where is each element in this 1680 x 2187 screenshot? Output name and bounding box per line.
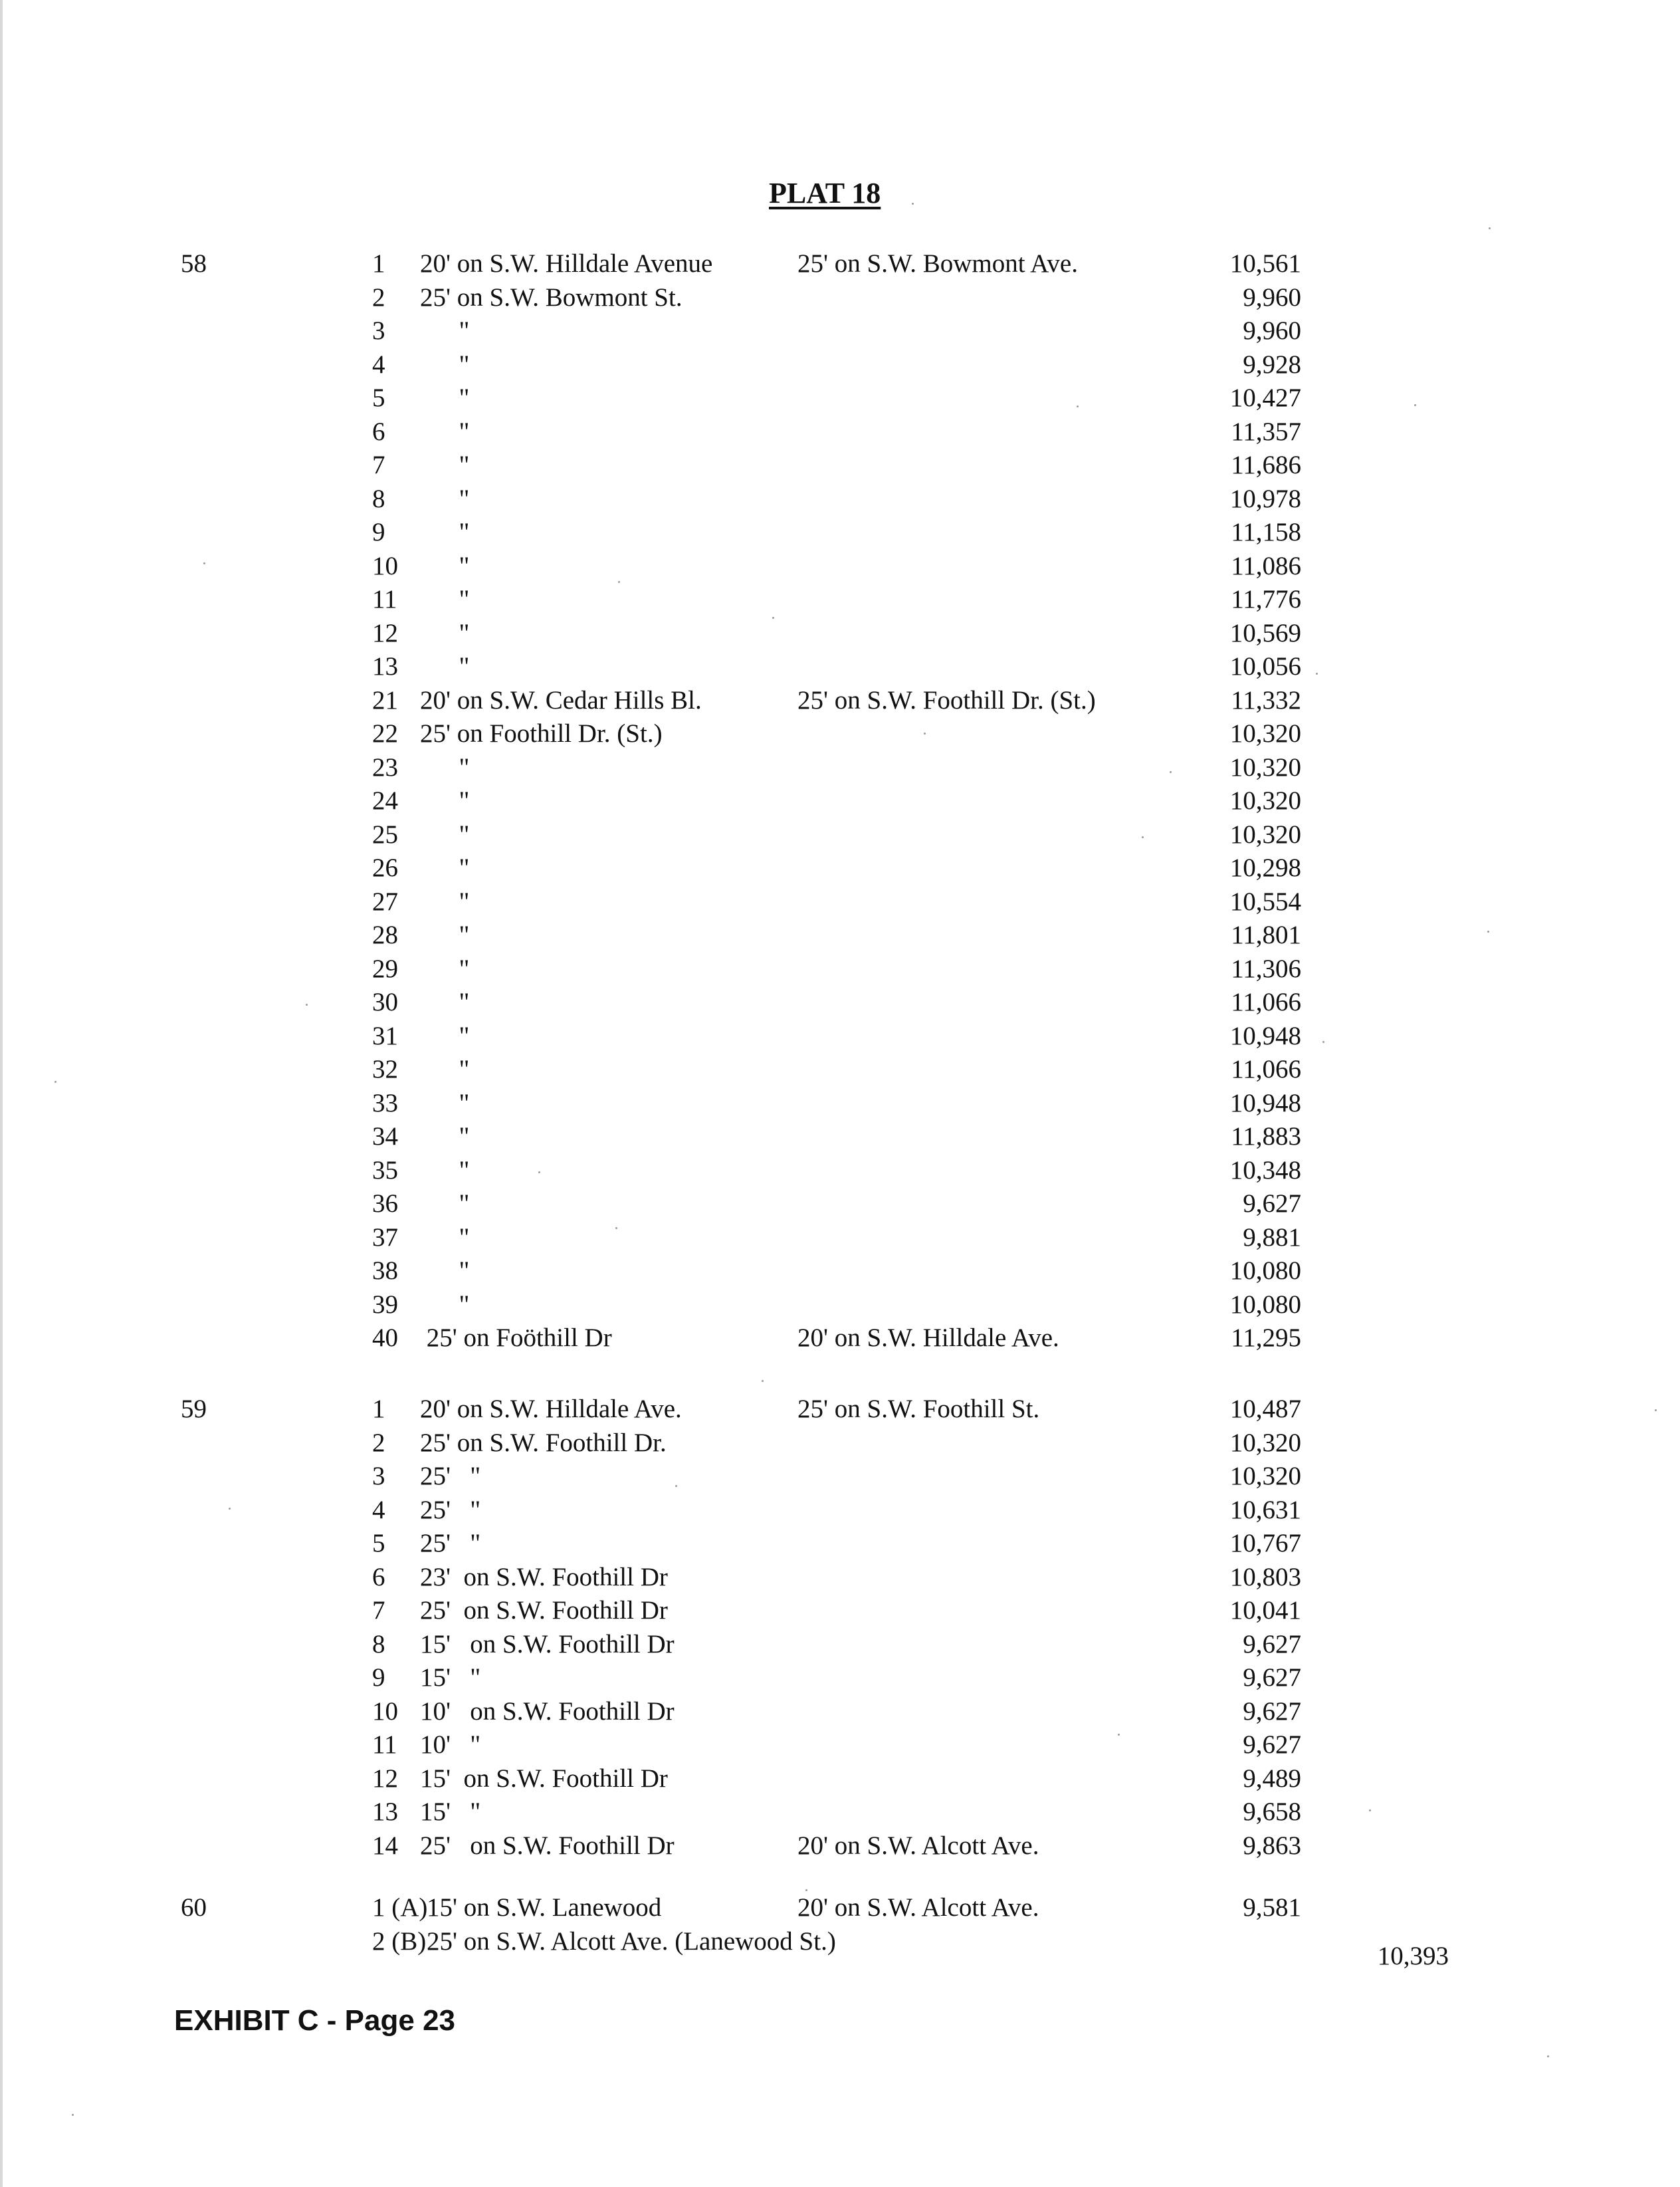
scan-speck xyxy=(1547,2055,1549,2057)
scan-speck xyxy=(72,2114,74,2116)
lot-number: 39 xyxy=(372,1290,398,1319)
lot-number: 11 xyxy=(372,585,397,614)
frontage: " xyxy=(420,1290,470,1319)
frontage: " xyxy=(420,1055,470,1084)
lot-number: 37 xyxy=(372,1222,398,1252)
lot-number: 3 xyxy=(372,316,385,345)
lot-area: 9,960 xyxy=(1243,316,1301,345)
scan-speck xyxy=(762,1380,764,1382)
lot-area: 11,332 xyxy=(1231,685,1301,715)
lot-number: 7 xyxy=(372,1596,385,1625)
frontage: 15' on S.W. Foothill Dr xyxy=(420,1629,675,1659)
lot-number: 1 (A) xyxy=(372,1893,428,1922)
lot-number: 8 xyxy=(372,1629,385,1659)
scan-speck xyxy=(1489,227,1491,229)
lot-number: 32 xyxy=(372,1055,398,1084)
lot-number: 7 xyxy=(372,451,385,479)
frontage: " xyxy=(420,1021,470,1050)
frontage: " xyxy=(420,484,470,513)
lot-number: 1 xyxy=(372,249,385,278)
scan-speck xyxy=(1118,1734,1120,1736)
lot-number: 11 xyxy=(372,1730,397,1759)
frontage: 10' on S.W. Foothill Dr xyxy=(420,1696,675,1726)
lot-number: 34 xyxy=(372,1122,398,1151)
lot-number: 1 xyxy=(372,1395,385,1423)
scan-speck xyxy=(1170,771,1172,773)
lot-number: 31 xyxy=(372,1021,398,1050)
lot-area: 10,298 xyxy=(1229,854,1301,882)
lot-number: 22 xyxy=(372,719,398,748)
block-number: 59 xyxy=(181,1395,207,1423)
scan-speck xyxy=(203,562,205,564)
frontage: " xyxy=(420,585,470,614)
lot-area: 10,320 xyxy=(1229,1462,1301,1490)
secondary-frontage: 20' on S.W. Alcott Ave. xyxy=(797,1831,1039,1860)
lot-area: 10,080 xyxy=(1229,1290,1301,1319)
frontage: " xyxy=(420,350,470,379)
frontage: 10' " xyxy=(420,1730,481,1759)
lot-area: 11,357 xyxy=(1231,417,1301,446)
lot-area: 11,158 xyxy=(1231,518,1301,546)
lot-number: 29 xyxy=(372,954,398,983)
scan-speck xyxy=(229,1508,231,1510)
secondary-frontage: 20' on S.W. Hilldale Ave. xyxy=(797,1324,1059,1352)
lot-number: 14 xyxy=(372,1831,398,1860)
lot-area: 10,427 xyxy=(1229,384,1301,412)
frontage: " xyxy=(420,384,470,412)
lot-number: 40 xyxy=(372,1324,398,1352)
frontage: 20' on S.W. Hilldale Avenue xyxy=(420,249,713,278)
frontage: " xyxy=(420,954,470,983)
lot-area: 11,295 xyxy=(1231,1324,1301,1352)
lot-number: 33 xyxy=(372,1088,398,1117)
frontage: " xyxy=(420,1222,470,1252)
scan-speck xyxy=(805,1889,807,1891)
block-number: 60 xyxy=(181,1893,207,1922)
frontage: 20' on S.W. Hilldale Ave. xyxy=(420,1395,682,1423)
lot-area: 10,803 xyxy=(1229,1562,1301,1591)
lot-number: 30 xyxy=(372,988,398,1016)
frontage: 25' " xyxy=(420,1462,481,1490)
lot-number: 26 xyxy=(372,854,398,882)
frontage: 25' on S.W. Alcott Ave. (Lanewood St.) xyxy=(427,1926,836,1956)
scan-speck xyxy=(1414,404,1416,406)
frontage: 25' on S.W. Foothill Dr xyxy=(420,1596,668,1625)
exhibit-footer: EXHIBIT C - Page 23 xyxy=(174,2004,456,2037)
lot-number: 21 xyxy=(372,685,398,715)
frontage: " xyxy=(420,1088,470,1117)
lot-number: 10 xyxy=(372,1696,398,1726)
frontage: " xyxy=(420,1189,470,1218)
lot-area: 11,086 xyxy=(1231,551,1301,580)
lot-area: 9,627 xyxy=(1243,1696,1301,1726)
scan-speck xyxy=(615,1227,617,1229)
frontage: 15' " xyxy=(420,1797,481,1826)
frontage: 25' on Foöthill Dr xyxy=(420,1324,612,1352)
lot-area: 11,066 xyxy=(1231,988,1301,1016)
lot-area: 10,320 xyxy=(1229,820,1301,849)
frontage: 25' on S.W. Foothill Dr xyxy=(420,1831,675,1860)
lot-number: 4 xyxy=(372,350,385,379)
scan-speck xyxy=(1487,931,1489,933)
frontage: " xyxy=(420,921,470,949)
lot-area: 11,801 xyxy=(1231,921,1301,949)
frontage: " xyxy=(420,652,470,681)
frontage: " xyxy=(420,1256,470,1285)
frontage: " xyxy=(420,752,470,782)
lot-area: 9,627 xyxy=(1243,1189,1301,1218)
lot-number: 6 xyxy=(372,417,385,446)
lot-number: 5 xyxy=(372,1529,385,1557)
lot-number: 38 xyxy=(372,1256,398,1285)
lot-number: 9 xyxy=(372,518,385,546)
lot-area: 9,881 xyxy=(1243,1222,1301,1252)
lot-number: 2 (B) xyxy=(372,1926,427,1956)
lot-number: 5 xyxy=(372,384,385,412)
lot-area: 10,320 xyxy=(1229,752,1301,782)
lot-area: 11,776 xyxy=(1231,585,1301,614)
scan-speck xyxy=(306,1004,308,1006)
lot-area: 10,320 xyxy=(1229,786,1301,815)
secondary-frontage: 25' on S.W. Bowmont Ave. xyxy=(797,249,1078,278)
lot-number: 2 xyxy=(372,283,385,312)
lot-area: 9,863 xyxy=(1243,1831,1301,1860)
scan-left-edge xyxy=(0,0,3,2187)
scan-speck xyxy=(772,617,774,619)
lot-number: 35 xyxy=(372,1155,398,1185)
scan-speck xyxy=(912,203,914,205)
lot-number: 8 xyxy=(372,484,385,513)
lot-area: 10,041 xyxy=(1229,1596,1301,1625)
frontage: 15' " xyxy=(420,1663,481,1692)
lot-number: 9 xyxy=(372,1663,385,1692)
frontage: " xyxy=(420,1155,470,1185)
lot-area: 10,487 xyxy=(1229,1395,1301,1423)
scan-speck xyxy=(54,1081,56,1083)
secondary-frontage: 20' on S.W. Alcott Ave. xyxy=(797,1893,1039,1922)
lot-number: 13 xyxy=(372,1797,398,1826)
lot-number: 25 xyxy=(372,820,398,849)
frontage: 25' " xyxy=(420,1529,481,1557)
scan-speck xyxy=(675,1485,677,1487)
scan-speck xyxy=(1077,405,1079,407)
scan-speck xyxy=(618,581,620,583)
frontage: 23' on S.W. Foothill Dr xyxy=(420,1562,668,1591)
frontage: " xyxy=(420,820,470,849)
frontage: " xyxy=(420,551,470,580)
secondary-frontage: 25' on S.W. Foothill St. xyxy=(797,1395,1040,1423)
scan-speck xyxy=(1369,1809,1371,1811)
frontage: 15' on S.W. Lanewood xyxy=(427,1893,662,1922)
lot-number: 36 xyxy=(372,1189,398,1218)
lot-area: 10,056 xyxy=(1229,652,1301,681)
lot-number: 3 xyxy=(372,1462,385,1490)
lot-area: 10,978 xyxy=(1229,484,1301,513)
frontage: " xyxy=(420,1122,470,1151)
lot-area: 9,928 xyxy=(1243,350,1301,379)
frontage: 25' on Foothill Dr. (St.) xyxy=(420,719,663,748)
frontage: 15' on S.W. Foothill Dr xyxy=(420,1764,668,1793)
lot-area: 10,631 xyxy=(1229,1495,1301,1524)
lot-area: 9,581 xyxy=(1243,1893,1301,1922)
lot-area: 11,306 xyxy=(1231,954,1301,983)
scan-speck xyxy=(1655,1409,1657,1411)
frontage: 25' " xyxy=(420,1495,481,1524)
lot-number: 23 xyxy=(372,752,398,782)
frontage: " xyxy=(420,451,470,479)
lot-number: 6 xyxy=(372,1562,385,1591)
lot-area: 9,627 xyxy=(1243,1730,1301,1759)
lot-area: 10,080 xyxy=(1229,1256,1301,1285)
lot-number: 12 xyxy=(372,618,398,647)
frontage: 20' on S.W. Cedar Hills Bl. xyxy=(420,685,702,715)
lot-number: 13 xyxy=(372,652,398,681)
lot-area: 9,627 xyxy=(1243,1663,1301,1692)
lot-number: 4 xyxy=(372,1495,385,1524)
lot-number: 28 xyxy=(372,921,398,949)
lot-area: 11,883 xyxy=(1231,1122,1301,1151)
lot-area: 11,686 xyxy=(1231,451,1301,479)
block-number: 58 xyxy=(181,249,207,278)
lot-number: 10 xyxy=(372,551,398,580)
scan-speck xyxy=(1322,1041,1324,1043)
frontage: " xyxy=(420,618,470,647)
lot-number: 12 xyxy=(372,1764,398,1793)
lot-area: 10,569 xyxy=(1229,618,1301,647)
lot-number: 27 xyxy=(372,887,398,916)
lot-number: 24 xyxy=(372,786,398,815)
lot-area: 10,554 xyxy=(1229,887,1301,916)
frontage: " xyxy=(420,316,470,345)
page-title: PLAT 18 xyxy=(769,177,881,209)
frontage: 25' on S.W. Bowmont St. xyxy=(420,283,682,312)
frontage: " xyxy=(420,518,470,546)
lot-area: 10,320 xyxy=(1229,719,1301,748)
scan-speck xyxy=(924,733,926,735)
frontage: " xyxy=(420,417,470,446)
frontage: " xyxy=(420,786,470,815)
lot-area: 9,658 xyxy=(1243,1797,1301,1826)
lot-area: 10,767 xyxy=(1229,1529,1301,1557)
frontage: " xyxy=(420,854,470,882)
frontage: 25' on S.W. Foothill Dr. xyxy=(420,1428,667,1457)
lot-number: 2 xyxy=(372,1428,385,1457)
scan-speck xyxy=(1142,836,1144,838)
lot-area: 10,320 xyxy=(1229,1428,1301,1457)
lot-area-total: 10,393 xyxy=(1377,1941,1449,1970)
lot-area: 10,561 xyxy=(1229,249,1301,278)
scan-speck xyxy=(538,1171,540,1173)
lot-area: 10,348 xyxy=(1229,1155,1301,1185)
lot-area: 10,948 xyxy=(1229,1021,1301,1050)
lot-area: 9,960 xyxy=(1243,283,1301,312)
lot-area: 10,948 xyxy=(1229,1088,1301,1117)
frontage: " xyxy=(420,887,470,916)
scan-speck xyxy=(1316,673,1318,675)
lot-area: 11,066 xyxy=(1231,1055,1301,1084)
lot-area: 9,489 xyxy=(1243,1764,1301,1793)
frontage: " xyxy=(420,988,470,1016)
lot-area: 9,627 xyxy=(1243,1629,1301,1659)
secondary-frontage: 25' on S.W. Foothill Dr. (St.) xyxy=(797,685,1096,715)
